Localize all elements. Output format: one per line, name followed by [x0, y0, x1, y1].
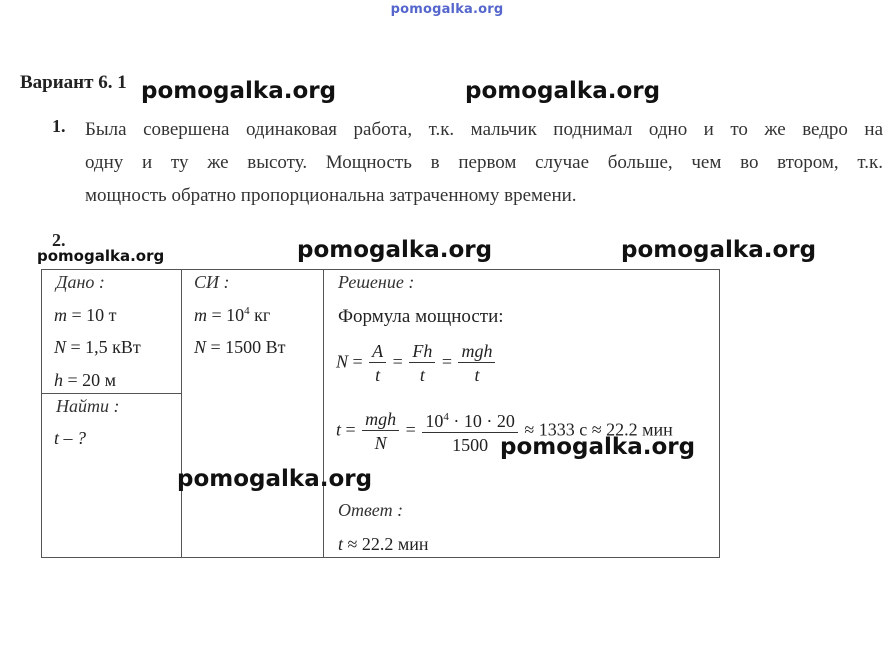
given-N: N = 1,5 кВт — [54, 337, 141, 357]
si-m: $m = 10^4$ кг — [194, 305, 271, 325]
column-divider-1 — [181, 270, 182, 557]
watermark: pomogalka.org — [465, 78, 661, 104]
question-1-text — [85, 113, 883, 212]
solution-table — [41, 269, 720, 558]
given-h: h = 20 м — [54, 370, 117, 390]
watermark: pomogalka.org — [297, 237, 493, 263]
watermark: pomogalka.org — [37, 247, 165, 265]
power-formula: N = $\frac{A}{t}$ = $\frac{Fh}{t}$ = $\frac{\text{mgh}}{t}$ — [336, 340, 497, 387]
watermark: pomogalka.org — [621, 237, 817, 263]
si-N: N = 1500 Вт — [194, 337, 286, 357]
variant-title: Вариант 6. 1 — [20, 72, 127, 93]
find-t: t – ? — [54, 428, 87, 448]
question-1-line-3: мощность обратно пропорциональна затраченному времени. — [85, 185, 577, 206]
answer-value: t ≈ 22.2 мин — [338, 534, 429, 554]
question-1-number: 1. — [52, 116, 66, 136]
column-divider-2 — [323, 270, 324, 557]
watermark: pomogalka.org — [141, 78, 337, 104]
watermark: pomogalka.org — [177, 466, 373, 492]
time-formula: t = $\frac{\text{mgh}}{N}$ = $\frac{10^4 \cdot 10 \cdot 20}{1500}$ ≈ 1333 с ≈ 22.2 мин — [336, 406, 673, 457]
answer-header: Ответ : — [338, 500, 404, 520]
given-find-divider — [42, 393, 182, 394]
formula-title: Формула мощности: — [338, 306, 504, 327]
question-2-number: 2. — [52, 230, 66, 250]
si-header: СИ : — [194, 272, 230, 292]
given-header: Дано : — [56, 272, 105, 292]
question-1-line-1: Была совершена одинаковая работа, т.к. мальчик поднимал одно и то же ведро на — [85, 119, 883, 140]
watermark: pomogalka.org — [500, 434, 696, 460]
question-1-line-2: одну и ту же высоту. Мощность в первом случае больше, чем во втором, т.к. — [85, 152, 883, 173]
find-header: Найти : — [56, 396, 120, 416]
given-m: m = 10 т — [54, 305, 117, 325]
site-header[interactable]: pomogalka.org — [390, 2, 504, 17]
solution-header: Решение : — [338, 272, 415, 292]
